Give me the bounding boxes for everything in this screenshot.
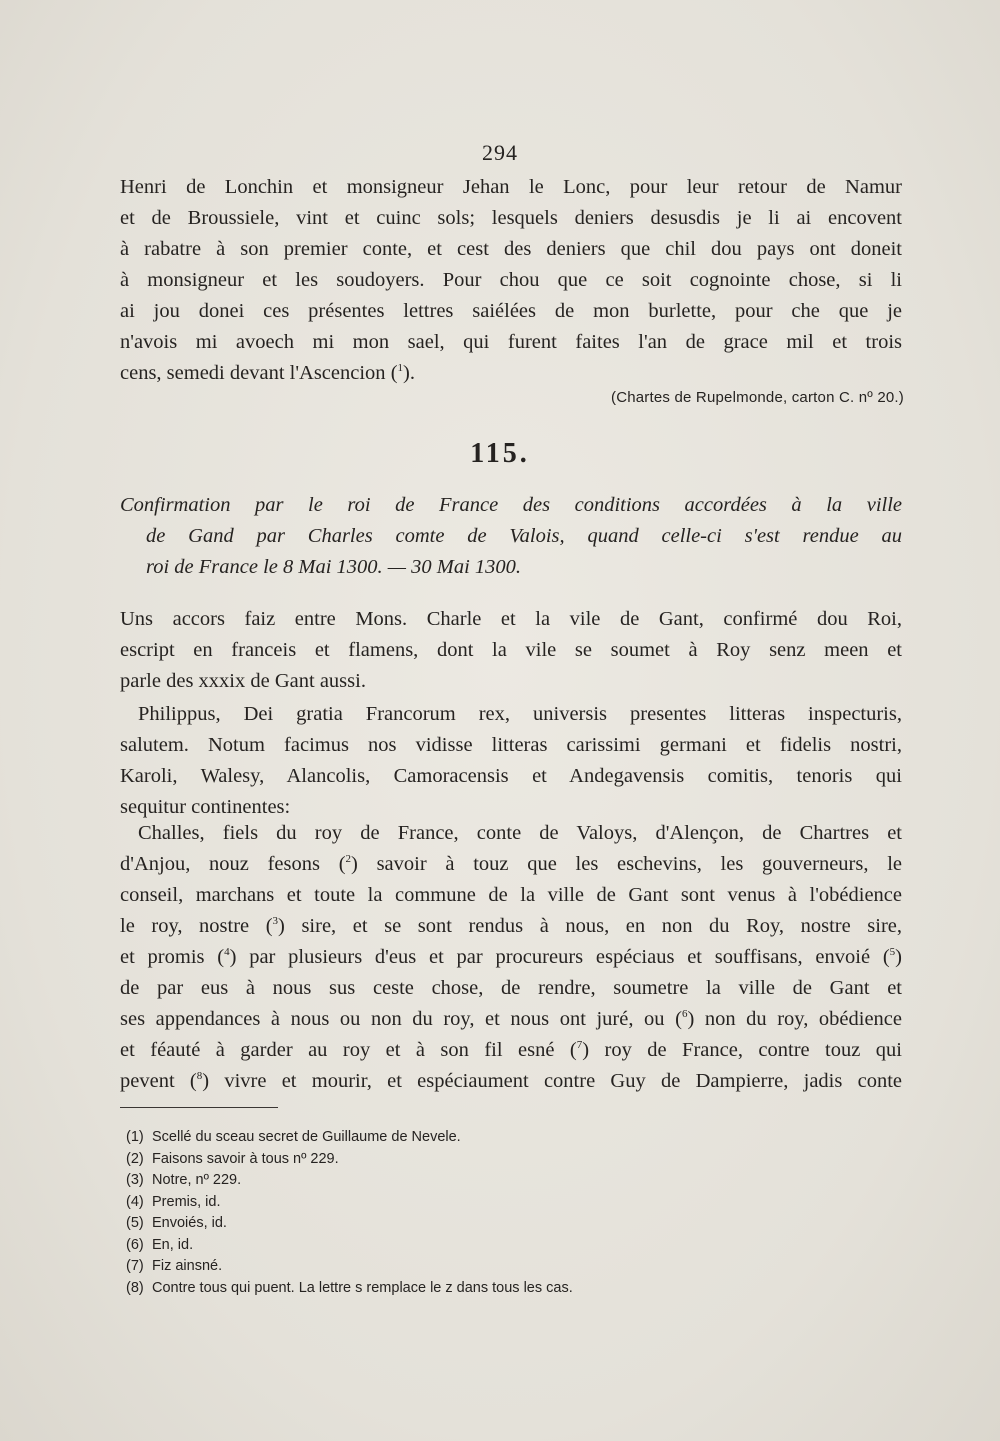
footnote: [126, 1170, 573, 1192]
text-line: le roy, nostre ($^3$) sire, et se sont rendus à nous, en non du Roy, nostre sire,: [120, 915, 903, 937]
text-line: sequitur continentes:: [120, 796, 291, 818]
text-line: Karoli, Walesy, Alancolis, Camoracensis et Andegavensis comitis, tenoris qui: [120, 765, 902, 787]
footnote-marker: 2: [345, 853, 352, 866]
footnote-text: Fiz ainsné.: [152, 1258, 223, 1274]
charles-paragraph: [120, 818, 902, 1097]
footnote-text: Notre, nº 229.: [152, 1172, 242, 1188]
summary-line: parle des xxxix de Gant aussi.: [120, 670, 366, 692]
text-line: Philippus, Dei gratia Francorum rex, universis presentes litteras inspecturis,: [138, 703, 902, 725]
footnote-number: (3): [126, 1172, 144, 1188]
page-number: 294: [482, 140, 518, 165]
footnote-text: En, id.: [152, 1236, 194, 1253]
text-line: cens, semedi devant l'Ascencion ($^1$).: [120, 362, 415, 384]
footnotes: [126, 1127, 573, 1299]
footnote-marker: 3: [272, 915, 279, 928]
footnote-number: (5): [126, 1215, 144, 1231]
footnote-text: Scellé du sceau secret de Guillaume de Nevele.: [152, 1129, 461, 1145]
footnote-text: Contre tous qui puent. La lettre s remplace le z dans tous les cas.: [152, 1279, 573, 1296]
document-number: 115.: [470, 438, 530, 469]
text-line: n'avois mi avoech mi mon sael, qui furent faites l'an de grace mil et trois: [120, 331, 902, 353]
footnote: [126, 1278, 573, 1300]
text-line: Challes, fiels du roy de France, conte de Valoys, d'Alençon, de Chartres et: [138, 822, 902, 844]
footnote-text: Envoiés, id.: [152, 1215, 227, 1231]
footnote-number: (2): [126, 1150, 144, 1167]
summary-line: escript en franceis et flamens, dont la vile se soumet à Roy senz meen et: [120, 639, 902, 661]
text-line: et promis ($^4$) par plusieurs d'eus et par procureurs espéciaus et souffisans, envoié ($^5$): [120, 946, 902, 968]
text-line: ai jou donei ces présentes lettres saiélées de mon burlette, pour che que je: [120, 300, 902, 322]
footnote-text: Premis, id.: [152, 1193, 221, 1210]
footnote-marker: 1: [397, 362, 404, 375]
text-line: de par eus à nous sus ceste chose, de rendre, soumetre la ville de Gant et: [120, 977, 902, 999]
footnote: [126, 1127, 573, 1149]
text-line: d'Anjou, nouz fesons ($^2$) savoir à touz que les eschevins, les gouverneurs, le: [120, 853, 902, 875]
footnote: [126, 1235, 573, 1257]
document-summary: [120, 604, 902, 697]
footnote-number: (8): [126, 1279, 144, 1296]
footnote: [126, 1149, 573, 1171]
footnote-number: (1): [126, 1129, 144, 1145]
text-line: Henri de Lonchin et monsigneur Jehan le Lonc, pour leur retour de Namur: [120, 176, 902, 198]
heading-line: Confirmation par le roi de France des conditions accordées à la ville: [120, 494, 902, 516]
source-reference: (Chartes de Rupelmonde, carton C. nº 20.): [611, 389, 904, 406]
footnote-divider: [120, 1107, 278, 1108]
text-line: pevent ($^8$) vivre et mourir, et espéciaument contre Guy de Dampierre, jadis conte: [120, 1070, 902, 1092]
footnote: [126, 1256, 573, 1278]
text-line: à rabatre à son premier conte, et cest des deniers que chil dou pays ont doneit: [120, 238, 902, 260]
footnote-marker: 7: [576, 1039, 583, 1052]
footnote-marker: 8: [196, 1070, 203, 1083]
text-line: à monsigneur et les soudoyers. Pour chou que ce soit cognointe chose, si li: [120, 269, 902, 291]
latin-paragraph: [120, 699, 902, 823]
text-line: et féauté à garder au roy et à son fil esné ($^7$) roy de France, contre touz qui: [120, 1039, 902, 1061]
document-heading: [120, 490, 902, 583]
summary-line: Uns accors faiz entre Mons. Charle et la vile de Gant, confirmé dou Roi,: [120, 608, 902, 630]
footnote: [126, 1213, 573, 1235]
paragraph-continuation: [120, 172, 902, 389]
text-line: salutem. Notum facimus nos vidisse litteras carissimi germani et fidelis nostri,: [120, 734, 902, 756]
footnote: [126, 1192, 573, 1214]
footnote-number: (7): [126, 1258, 144, 1274]
text-line: conseil, marchans et toute la commune de la ville de Gant sont venus à l'obédience: [120, 884, 902, 906]
heading-line: roi de France le 8 Mai 1300. — 30 Mai 1300.: [146, 556, 522, 578]
text-line: ses appendances à nous ou non du roy, et nous ont juré, ou ($^6$) non du roy, obédience: [120, 1008, 903, 1030]
footnote-marker: 4: [224, 946, 230, 959]
footnote-text: Faisons savoir à tous nº 229.: [152, 1150, 339, 1167]
footnote-number: (6): [126, 1236, 144, 1253]
text-line: et de Broussiele, vint et cuinc sols; lesquels deniers desusdis je li ai encovent: [120, 207, 902, 229]
heading-line: de Gand par Charles comte de Valois, quand celle-ci s'est rendue au: [146, 525, 902, 547]
footnote-number: (4): [126, 1193, 144, 1210]
footnote-marker: 5: [889, 946, 896, 959]
footnote-marker: 6: [681, 1008, 688, 1021]
